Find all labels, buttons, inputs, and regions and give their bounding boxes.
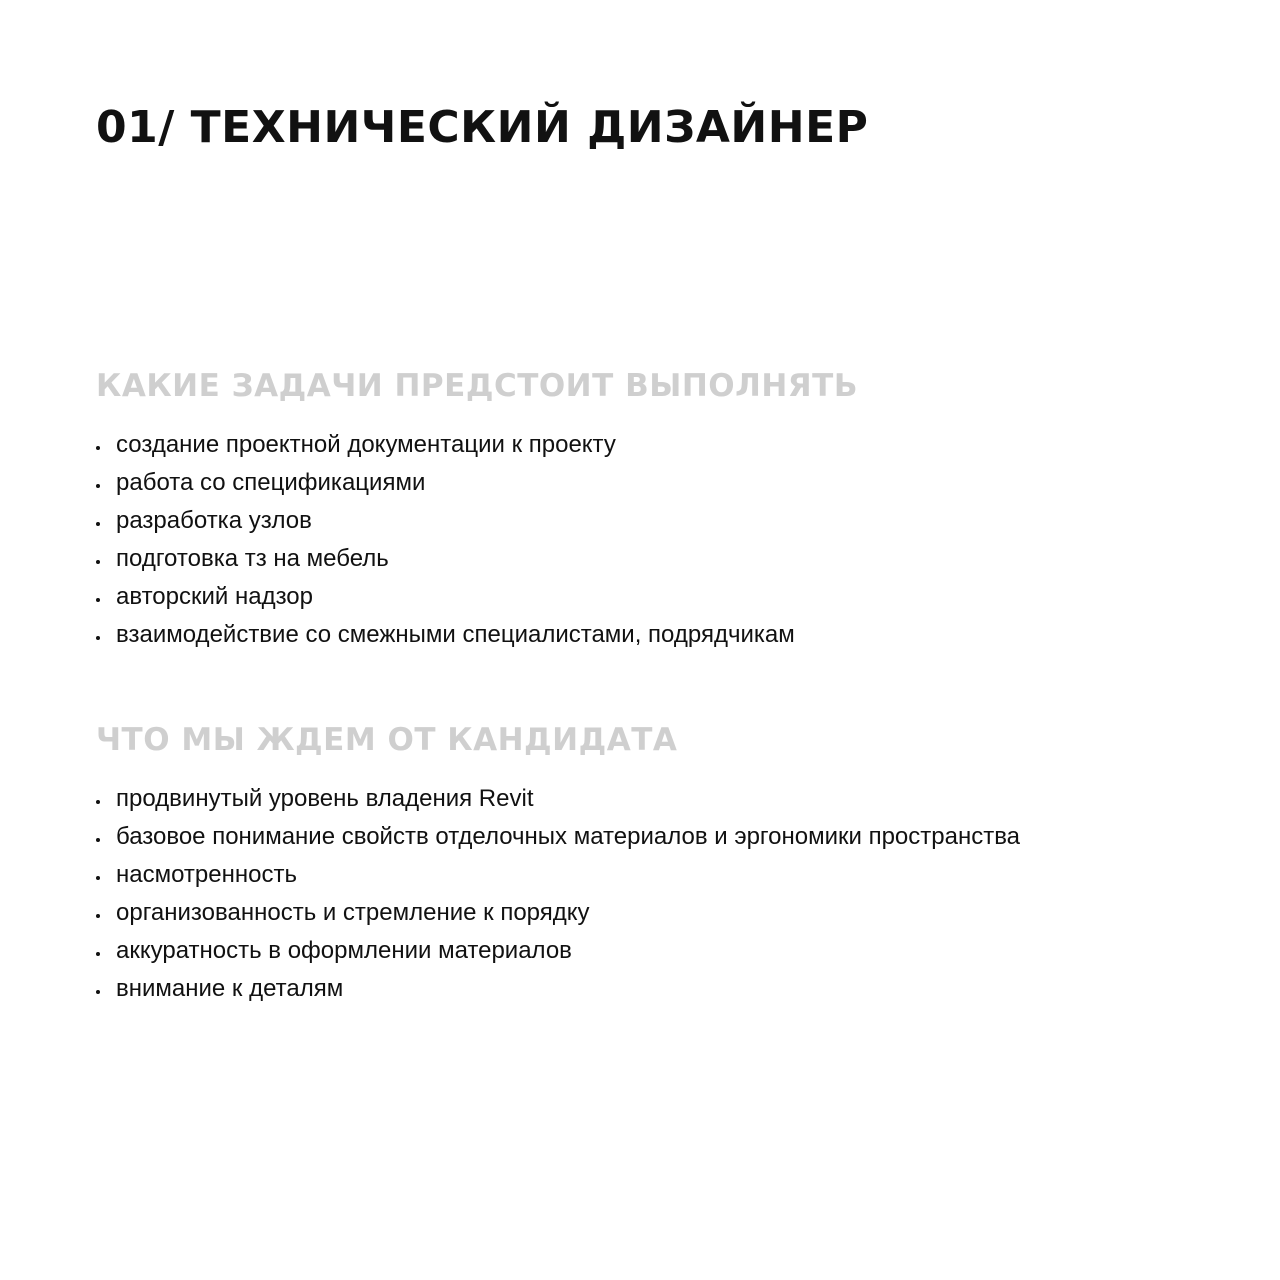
list-item-text: авторский надзор [116,583,314,610]
list-item [96,616,1216,654]
list-item [96,578,1216,616]
list-item [96,540,1216,578]
list-item-text: аккуратность в оформлении материалов [116,937,572,964]
list-item-text: насмотренность [116,861,297,888]
bullet-icon [96,952,100,956]
list-item [96,464,1216,502]
candidate-section [96,714,1216,1008]
list-item-text: продвинутый уровень владения Revit [116,785,534,812]
bullet-icon [96,800,100,804]
list-item [96,780,1216,818]
list-item-text: работа со спецификациями [116,469,426,496]
bullet-icon [96,446,100,450]
candidate-list [96,780,1216,1008]
list-item-text: базовое понимание свойств отделочных материалов и эргономики пространства [116,823,1021,850]
list-item-text: создание проектной документации к проекту [116,431,616,458]
candidate-heading: ЧТО МЫ ЖДЕМ ОТ КАНДИДАТА [96,722,678,758]
bullet-icon [96,914,100,918]
list-item [96,894,1216,932]
tasks-list [96,426,1216,654]
list-item [96,818,1216,856]
bullet-icon [96,522,100,526]
list-item [96,502,1216,540]
list-item [96,970,1216,1008]
bullet-icon [96,598,100,602]
list-item [96,932,1216,970]
bullet-icon [96,560,100,564]
list-item [96,856,1216,894]
tasks-heading: КАКИЕ ЗАДАЧИ ПРЕДСТОИТ ВЫПОЛНЯТЬ [96,368,858,404]
bullet-icon [96,990,100,994]
page-title: 01/ ТЕХНИЧЕСКИЙ ДИЗАЙНЕР [96,102,869,153]
list-item-text: организованность и стремление к порядку [116,899,590,926]
list-item-text: подготовка тз на мебель [116,545,389,572]
list-item-text: внимание к деталям [116,975,344,1002]
bullet-icon [96,838,100,842]
bullet-icon [96,484,100,488]
bullet-icon [96,876,100,880]
list-item [96,426,1216,464]
bullet-icon [96,636,100,640]
tasks-section [96,360,1216,654]
list-item-text: разработка узлов [116,507,312,534]
list-item-text: взаимодействие со смежными специалистами, подрядчикам [116,621,795,648]
